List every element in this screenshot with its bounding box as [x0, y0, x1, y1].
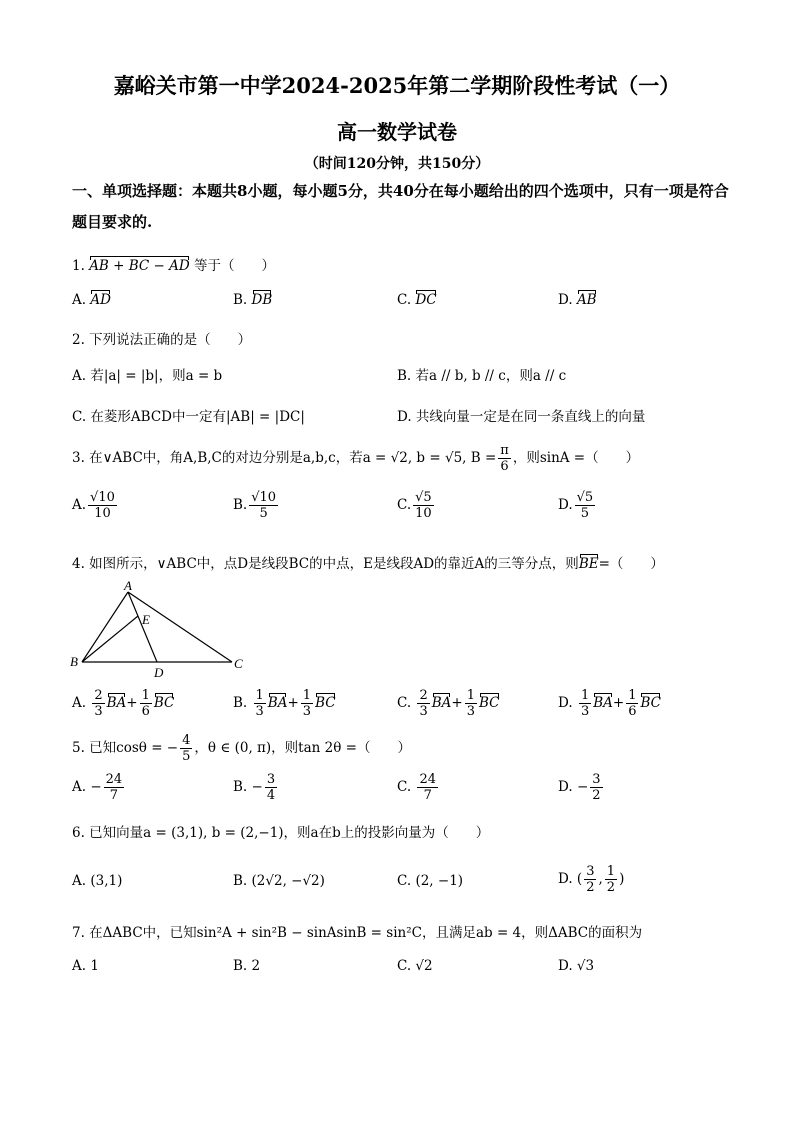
q1-option-d[interactable]: D. AB [558, 292, 597, 308]
q4-option-d[interactable]: D. $\frac{1}{3}$ BA+ $\frac{1}{6}$ BC [558, 688, 661, 719]
triangle-figure [62, 580, 252, 680]
question-4-stem: 4. 如图所示，∨ABC中，点D是线段BC的中点，E是线段AD的靠近A的三等分点，则BE=（ ） [72, 556, 664, 572]
exam-title: 嘉峪关市第一中学2024-2025年第二学期阶段性考试（一） [113, 73, 681, 98]
fraction: $\frac{\pi}{6}$ [500, 443, 509, 474]
q7-option-d[interactable]: D. √3 [558, 958, 595, 974]
q1-option-c[interactable]: C. DC [397, 292, 437, 308]
question-number: 1. [72, 258, 85, 274]
q1-option-a[interactable]: A. AD [72, 292, 111, 308]
question-tail: 等于（ ） [194, 258, 276, 274]
q2-option-a[interactable]: A. 若|a| = |b|，则a = b [72, 368, 223, 384]
label-b: B [70, 654, 78, 669]
q4-option-c[interactable]: C. $\frac{2}{3}$ BA+ $\frac{1}{3}$ BC [397, 688, 500, 719]
label-e: E [142, 612, 150, 627]
q7-option-b[interactable]: B. 2 [233, 958, 261, 974]
q2-option-d[interactable]: D. 共线向量一定是在同一条直线上的向量 [397, 409, 646, 425]
q5-option-d[interactable]: D. − $\frac{3}{2}$ [558, 772, 601, 803]
exam-subtitle: 高一数学试卷 [337, 120, 457, 144]
question-6-stem: 6. 已知向量a = (3,1), b = (2,−1)，则a在b上的投影向量为（ ） [72, 825, 490, 841]
question-1-stem [72, 254, 275, 274]
q5-option-c[interactable]: C. $\frac{24}{7}$ [397, 772, 436, 803]
q3-option-c[interactable]: C. $\frac{√5}{10}$ [397, 490, 432, 521]
vector-expression: AB + BC − AD [89, 258, 190, 274]
time-note: （时间120分钟，共150分） [304, 156, 490, 172]
q2-option-c[interactable]: C. 在菱形ABCD中一定有|AB| = |DC| [72, 409, 305, 425]
q3-option-b[interactable]: B. $\frac{√10}{5}$ [233, 490, 277, 521]
q4-option-b[interactable]: B. $\frac{1}{3}$ BA+ $\frac{1}{3}$ BC [233, 688, 336, 719]
question-2-stem: 2. 下列说法正确的是（ ） [72, 332, 252, 348]
question-5-stem: 5. 已知cosθ = − $\frac{4}{5}$ ，θ ∈ (0, π)，则tan 2θ =（ ） [72, 733, 411, 764]
q4-option-a[interactable]: A. $\frac{2}{3}$ BA+ $\frac{1}{6}$ BC [72, 688, 175, 719]
q5-option-a[interactable]: A. − $\frac{24}{7}$ [72, 772, 123, 803]
label-a: A [124, 580, 132, 593]
q6-option-b[interactable]: B. (2√2, −√2) [233, 873, 325, 889]
q3-option-a[interactable]: A. $\frac{√10}{10}$ [72, 490, 115, 521]
question-7-stem: 7. 在ΔABC中，已知sin²A + sin²B − sinAsinB = sin²C，且满足ab = 4，则ΔABC的面积为 [72, 925, 643, 941]
q6-option-c[interactable]: C. (2, −1) [397, 873, 464, 889]
question-3-stem: 3. 在∨ABC中，角A,B,C的对边分别是a,b,c，若a = √2, b = √5, B = $\frac{\pi}{6}$ ，则sinA =（ ） [72, 443, 640, 474]
q5-option-b[interactable]: B. − $\frac{3}{4}$ [233, 772, 276, 803]
q6-option-d[interactable]: D. ( $\frac{3}{2}$ , $\frac{1}{2}$ ) [558, 864, 625, 895]
label-c: C [234, 656, 243, 671]
section-heading: 一、单项选择题：本题共8小题，每小题5分，共40分在每小题给出的四个选项中，只有一项是符合题目要求的. [72, 182, 729, 231]
q2-option-b[interactable]: B. 若a // b, b // c，则a // c [397, 368, 567, 384]
q6-option-a[interactable]: A. (3,1) [72, 873, 123, 889]
q1-option-b[interactable]: B. DB [233, 292, 273, 308]
q7-option-a[interactable]: A. 1 [72, 958, 99, 974]
q3-option-d[interactable]: D. $\frac{√5}{5}$ [558, 490, 594, 521]
label-d: D [154, 665, 164, 680]
q7-option-c[interactable]: C. √2 [397, 958, 433, 974]
